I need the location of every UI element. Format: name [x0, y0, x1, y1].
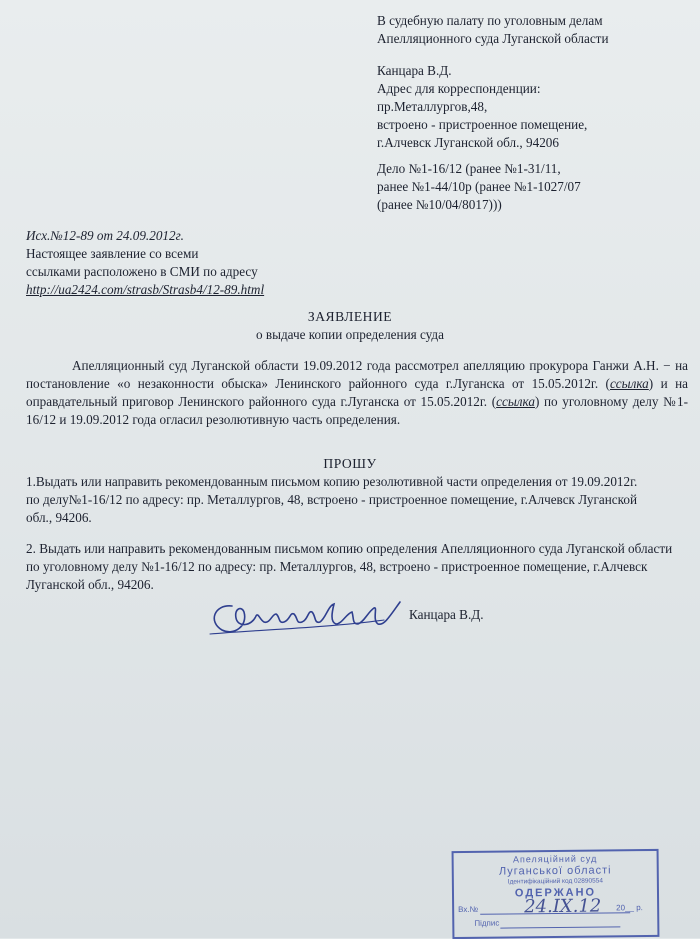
- document-title: ЗАЯВЛЕНИЕ: [307, 309, 393, 324]
- request-item-2: [26, 540, 688, 594]
- stamp-signature-label: Підпис: [474, 918, 500, 928]
- body-text-3: по уголовному делу №1-16/12 и 19.09.2012 года огласил резолютивную часть определения.: [26, 394, 688, 427]
- stamp-incoming-label: Вх.№: [458, 904, 479, 915]
- stamp-line-1: Апеляційний суд: [512, 853, 598, 865]
- court-receipt-stamp: [452, 849, 660, 939]
- outgoing-number: Исх.№12-89 от 24.09.2012г.: [26, 228, 184, 243]
- addressee-line-2: Апелляционного суда Луганской области: [377, 31, 609, 46]
- case-line-2: ранее №1-44/10р (ранее №1-1027/07: [377, 179, 581, 194]
- signature-name: Канцара В.Д.: [409, 607, 484, 622]
- stamp-year-label: 20__ р.: [616, 903, 643, 913]
- stamp-line-3: Ідентифікаційний код 02890554: [507, 877, 603, 886]
- body-link-2[interactable]: ссылка: [496, 394, 535, 409]
- request-item-1: [26, 473, 651, 527]
- case-line-3: (ранее №10/04/8017))): [377, 197, 502, 212]
- outgoing-note-1: Настоящее заявление со всеми: [26, 246, 199, 261]
- stamp-handwritten-date: 24.IX.12: [524, 895, 602, 918]
- handwritten-signature: [204, 590, 414, 638]
- addressee-line-1: В судебную палату по уголовным делам: [377, 13, 603, 28]
- stamp-line-4: ОДЕРЖАНО: [514, 886, 597, 900]
- case-line-1: Дело №1-16/12 (ранее №1-31/11,: [377, 161, 561, 176]
- body-paragraph: Апелляционный суд Луганской области 19.09.2012 года рассмотрел апелляцию прокурора Ганжи А.Н. − на постановление «о незаконности обыска» Ленинского районного суда г.Луганска от 15.05.2012г. (ссылка) и на оправдательный приговор Ленинского районного суда г.Луганска от 15.05.2012г. (ссылка) по уголовному делу №1-16/12 и 19.09.2012 года огласил резолютивную часть определения.: [26, 358, 688, 427]
- sender-name: Канцара В.Д.: [377, 63, 452, 78]
- body-text-1: Апелляционный суд Луганской области 19.09.2012 года рассмотрел апелляцию прокурора Ганжи А.Н. − на постановление «о незаконности обыска» Ленинского районного суда г.Луганска от 15.05.2012г.: [26, 358, 688, 391]
- outgoing-note-2: ссылками расположено в СМИ по адресу: [26, 264, 258, 279]
- outgoing-url-link[interactable]: http://ua2424.com/strasb/Strasb4/12-89.html: [26, 282, 265, 297]
- request-item-1-text: 1.Выдать или направить рекомендованным письмом копию резолютивной части определения от 19.09.2012г. по делу№1-16/12 по адресу: пр. Металлургов, 48, встроено - пристроенное помещение, г.Алчевск Луганской обл., 94206.: [26, 474, 638, 525]
- body-link-1[interactable]: ссылка: [609, 376, 649, 391]
- sender-address-label: Адрес для корреспонденции:: [377, 81, 541, 96]
- sender-address-line-2: встроено - пристроенное помещение,: [377, 117, 588, 132]
- sender-address-line-1: пр.Металлургов,48,: [377, 99, 488, 114]
- document-subtitle: о выдаче копии определения суда: [256, 327, 444, 342]
- sender-address-line-3: г.Алчевск Луганской обл., 94206: [377, 135, 559, 150]
- body-text-2: и на оправдательный приговор Ленинского районного суда г.Луганска от 15.05.2012г.: [26, 376, 688, 409]
- request-heading: ПРОШУ: [323, 456, 377, 471]
- request-item-2-text: 2. Выдать или направить рекомендованным письмом копию определения Апелляционного суда Луганской области по уголовному делу №1-16/12 по адресу: пр. Металлургов, 48, встроено - пристроенное помещение, г.Алчевск Луганской обл., 94206.: [26, 541, 673, 592]
- stamp-line-2: Луганської області: [498, 864, 612, 878]
